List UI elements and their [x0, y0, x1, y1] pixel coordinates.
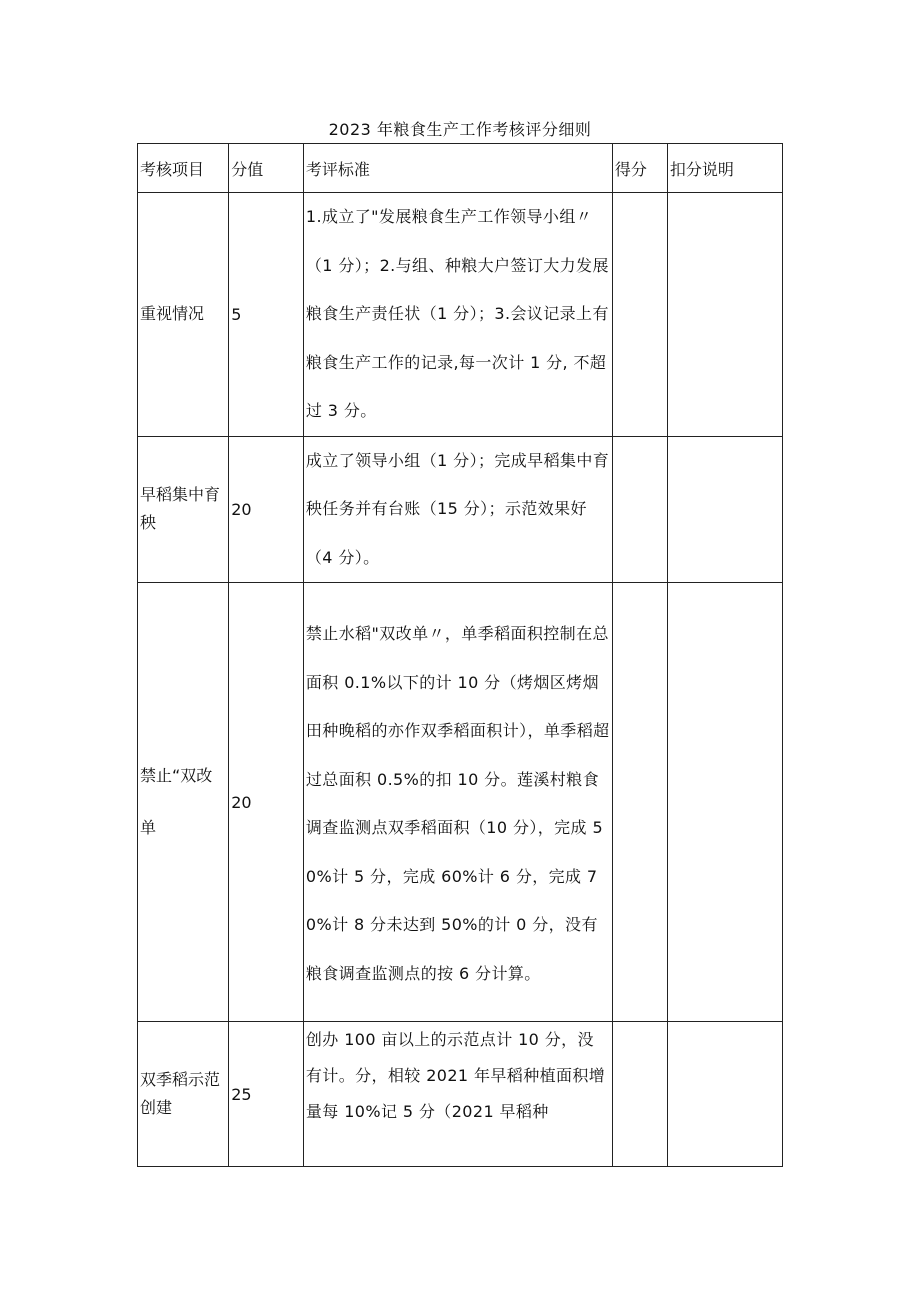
row-item	[138, 583, 229, 1022]
row-obtained	[612, 1022, 667, 1167]
row-criteria: 1.成立了"发展粮食生产工作领导小组〃（1 分）；2.与组、种粮大户签订大力发展粮食生产责任状（1 分）；3.会议记录上有粮食生产工作的记录,每一次计 1 分, 不超过 3 分。	[303, 193, 612, 437]
row-item: 早稻集中育秧	[138, 436, 229, 583]
table-row	[138, 583, 783, 1022]
row-score: 20	[229, 436, 304, 583]
row-item: 双季稻示范创建	[138, 1022, 229, 1167]
header-deduction: 扣分说明	[667, 144, 782, 193]
row-score: 5	[229, 193, 304, 437]
document-title: 2023 年粮食生产工作考核评分细则	[328, 120, 592, 139]
row-criteria: 成立了领导小组（1 分）；完成早稻集中育秧任务并有台账（15 分）；示范效果好（4 分）。	[303, 436, 612, 583]
row-deduction	[667, 1022, 782, 1167]
row-criteria: 创办 100 亩以上的示范点计 10 分，没有计。分，相较 2021 年早稻种植面积增量每 10%记 5 分（2021 早稻种	[303, 1022, 612, 1167]
header-score: 分值	[229, 144, 304, 193]
row-obtained	[612, 193, 667, 437]
row-item-line: 禁止“双改	[140, 766, 213, 785]
row-deduction	[667, 436, 782, 583]
header-criteria: 考评标准	[303, 144, 612, 193]
header-item: 考核项目	[138, 144, 229, 193]
row-obtained	[612, 583, 667, 1022]
row-criteria: 禁止水稻"双改单〃，单季稻面积控制在总面积 0.1%以下的计 10 分（烤烟区烤烟田种晚稻的亦作双季稻面积计），单季稻超过总面积 0.5%的扣 10 分。莲溪村粮食调查监测点双季稻面积（10 分），完成 50%计 5 分，完成 60%计 6 分，完成 70%计 8 分未达到 50%的计 0 分，没有粮食调查监测点的按 6 分计算。	[303, 583, 612, 1022]
table-row	[138, 193, 783, 437]
scoring-table	[137, 143, 783, 1167]
row-item-line: 单	[140, 818, 157, 837]
table-row	[138, 1022, 783, 1167]
row-obtained	[612, 436, 667, 583]
row-deduction	[667, 193, 782, 437]
row-score: 25	[229, 1022, 304, 1167]
table-row	[138, 436, 783, 583]
row-deduction	[667, 583, 782, 1022]
table-header-row	[138, 144, 783, 193]
row-item: 重视情况	[138, 193, 229, 437]
row-score: 20	[229, 583, 304, 1022]
header-obtained: 得分	[612, 144, 667, 193]
